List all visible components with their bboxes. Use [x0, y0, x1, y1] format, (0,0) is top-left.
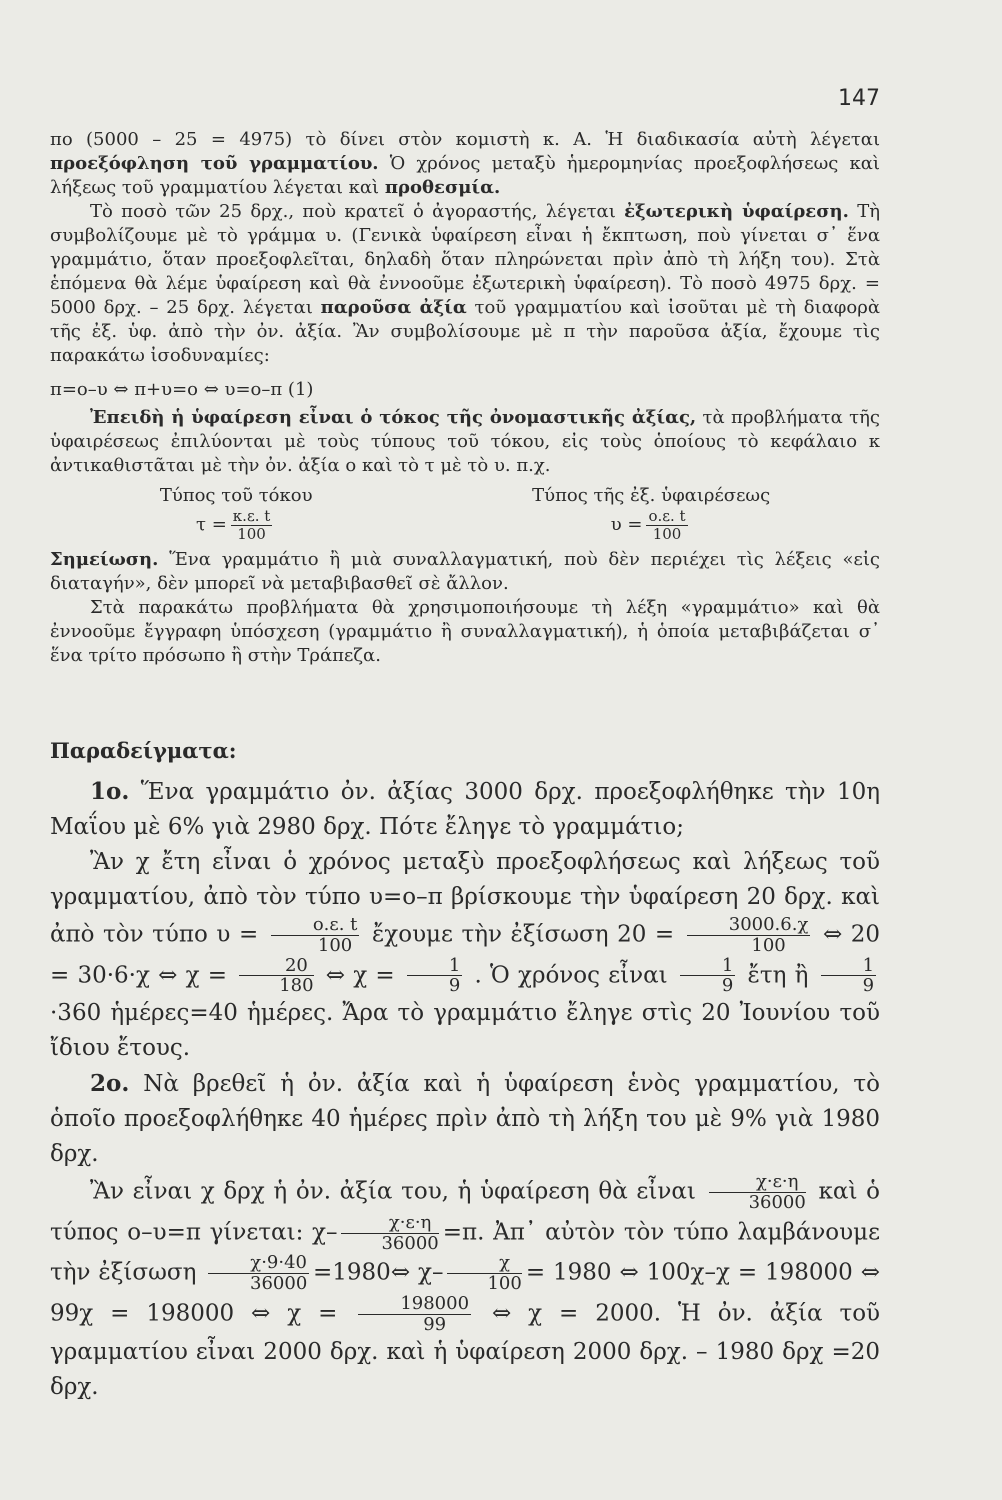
example-2-statement: 2ο. Νὰ βρεθεῖ ἡ ὀν. ἀξία καὶ ἡ ὑφαίρεση ἑνὸς γραμματίου, τὸ ὁποῖο προεξοφλήθηκε 40 ἡμέρες πρὶν ἀπὸ τὴ λήξη του μὲ 9% γιὰ 1980 δρχ.	[50, 1070, 880, 1168]
paragraph-discount: Τὸ ποσὸ τῶν 25 δρχ., ποὺ κρατεῖ ὁ ἀγοραστής, λέγεται ἐξωτερικὴ ὑφαίρεση. Τὴ συμβολίζουμε μὲ τὸ γράμμα υ. (Γενικὰ ὑφαίρεση εἶναι ἡ ἔκπτωση, ποὺ γίνεται σ᾽ ἕνα γραμμάτιο, ὅταν προεξοφλεῖται, δηλαδὴ ὅταν πληρώνεται πρὶν ἀπὸ τὴ λήξη του). Στὰ ἑπόμενα θὰ λέμε ὑφαίρεση καὶ θὰ ἐννοοῦμε ἐξωτερικὴ ὑφαίρεση). Τὸ ποσὸ 4975 δρχ. = 5000 δρχ. – 25 δρχ. λέγεται παροῦσα ἀξία τοῦ γραμματίου καὶ ἰσοῦται μὲ τὴ διαφορὰ τῆς ἐξ. ὑφ. ἀπὸ τὴν ὀν. ἀξία. Ἂν συμβολίσουμε μὲ π τὴν παροῦσα ἀξία, ἔχουμε τὶς παρακάτω ἰσοδυναμίες:	[50, 201, 880, 366]
interest-formula: Τύπος τοῦ τόκου τ = $\frac{\kappa.\varepsilon. t}{100}$	[159, 485, 313, 543]
equivalences-equation: π=ο–υ ⇔ π+υ=ο ⇔ υ=ο–π (1)	[50, 379, 314, 400]
formula-pair	[50, 484, 880, 542]
intro-section	[50, 128, 880, 668]
examples-section	[50, 774, 880, 1405]
note: Σημείωση. Ἕνα γραμμάτιο ἢ μιὰ συναλλαγματική, ποὺ δὲν περιέχει τὶς λέξεις «εἰς διαταγήν», δὲν μπορεῖ νὰ μεταβιβασθεῖ σὲ ἄλλον.	[50, 549, 880, 594]
example-2-solution: Ἂν εἶναι χ δρχ ἡ ὀν. ἀξία του, ἡ ὑφαίρεση θὰ εἶναι $\frac{\chi\cdot\varepsilon\cdot\eta}{36000}$ καὶ ὁ τύπος ο–υ=π γίνεται: χ– $\frac{\chi\cdot\varepsilon\cdot\eta}{36000}$ =π. Ἀπ᾽ αὐτὸν τὸν τύπο λαμβάνουμε τὴν ἐξίσωση $\frac{\chi\cdot 9\cdot 40}{36000}$ =1980⇔ χ– $\frac{\chi}{100}$ = 1980 ⇔ 100χ–χ = 198000 ⇔ 99χ = 198000 ⇔ χ = $\frac{198000}{99}$ ⇔ χ = 2000. Ἡ ὀν. ἀξία τοῦ γραμματίου εἶναι 2000 δρχ. καὶ ἡ ὑφαίρεση 2000 δρχ. – 1980 δρχ =20 δρχ.	[50, 1171, 881, 1400]
paragraph-discount-interest: Ἐπειδὴ ἡ ὑφαίρεση εἶναι ὁ τόκος τῆς ὀνομαστικῆς ἀξίας, τὰ προβλήματα τῆς ὑφαιρέσεως ἐπιλύονται μὲ τοὺς τύπους τοῦ τόκου, εἰς τοὺς ὁποίους τὸ κεφάλαιο κ ἀντικαθιστᾶται μὲ τὴν ὀν. ἀξία ο καὶ τὸ τ μὲ τὸ υ. π.χ.	[50, 407, 880, 476]
page-number: 147	[838, 86, 880, 111]
interest-fraction: $\frac{\kappa.\varepsilon. t}{100}$	[232, 507, 271, 543]
discount-formula: Τύπος τῆς ἐξ. ὑφαιρέσεως υ = $\frac{o.\varepsilon. t}{100}$	[532, 485, 771, 543]
example-1-solution: Ἂν χ ἔτη εἶναι ὁ χρόνος μεταξὺ προεξοφλήσεως καὶ λήξεως τοῦ γραμματίου, ἀπὸ τὸν τύπο υ=ο–π βρίσκουμε τὴν ὑφαίρεση 20 δρχ. καὶ ἀπὸ τὸν τύπο υ = $\frac{o.\varepsilon. t}{100}$ ἔχουμε τὴν ἐξίσωση 20 = $\frac{3000.6.\chi}{100}$ ⇔ 20 = 30·6·χ ⇔ χ = $\frac{20}{180}$ ⇔ χ = $\frac{1}{9}$ . Ὁ χρόνος εἶναι $\frac{1}{9}$ ἔτη ἢ $\frac{1}{9}$ ·360 ἡμέρες=40 ἡμέρες. Ἄρα τὸ γραμμάτιο ἔληγε στὶς 20 Ἰουνίου τοῦ ἴδιου ἔτους.	[50, 849, 881, 1062]
examples-heading: Παραδείγματα:	[50, 738, 237, 763]
examples-heading-wrap	[50, 738, 880, 763]
paragraph-usage: Στὰ παρακάτω προβλήματα θὰ χρησιμοποιήσουμε τὴ λέξη «γραμμάτιο» καὶ θὰ ἐννοοῦμε ἔγγραφη ὑπόσχεση (γραμμάτιο ἢ συναλλαγματική), ἡ ὁποία μεταβιβάζεται σ᾽ ἕνα τρίτο πρόσωπο ἢ στὴν Τράπεζα.	[50, 597, 880, 666]
paragraph-prepayment: πο (5000 – 25 = 4975) τὸ δίνει στὸν κομιστὴ κ. Α. Ἡ διαδικασία αὐτὴ λέγεται προεξόφληση τοῦ γραμματίου. Ὁ χρόνος μεταξὺ ἡμερομηνίας προεξοφλήσεως καὶ λήξεως τοῦ γραμματίου λέγεται καὶ προθεσμία.	[50, 129, 880, 198]
example-1-statement: 1ο. Ἕνα γραμμάτιο ὀν. ἀξίας 3000 δρχ. προεξοφλήθηκε τὴν 10η Μαΐου μὲ 6% γιὰ 2980 δρχ. Πότε ἔληγε τὸ γραμμάτιο;	[50, 778, 880, 840]
discount-fraction: $\frac{o.\varepsilon. t}{100}$	[648, 507, 686, 543]
